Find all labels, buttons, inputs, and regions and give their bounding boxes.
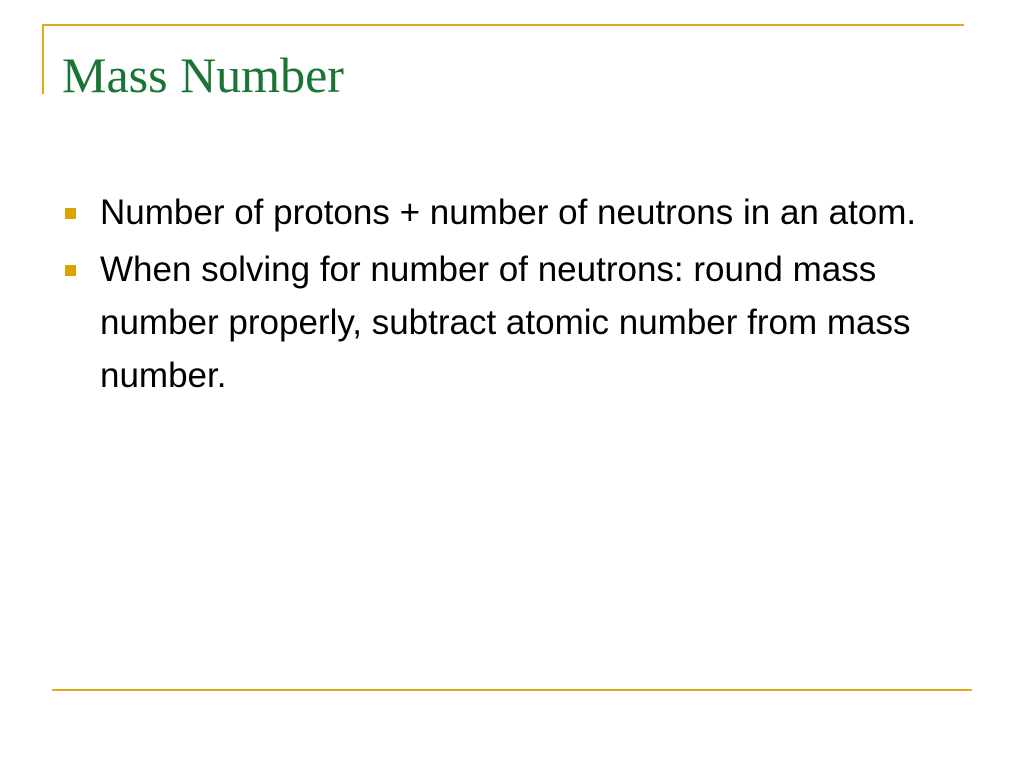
bullet-item <box>62 186 962 239</box>
bullet-list <box>62 186 962 406</box>
slide-title: Mass Number <box>62 47 344 103</box>
footer-rule <box>52 689 972 691</box>
square-bullet-icon <box>65 208 76 219</box>
title-frame-top-rule <box>42 24 964 26</box>
title-frame-left-rule <box>42 24 44 94</box>
bullet-item <box>62 243 962 402</box>
bullet-text: When solving for number of neutrons: round mass number properly, subtract atomic number from mass number. <box>100 250 911 395</box>
bullet-text: Number of protons + number of neutrons in an atom. <box>100 193 917 232</box>
square-bullet-icon <box>65 265 76 276</box>
